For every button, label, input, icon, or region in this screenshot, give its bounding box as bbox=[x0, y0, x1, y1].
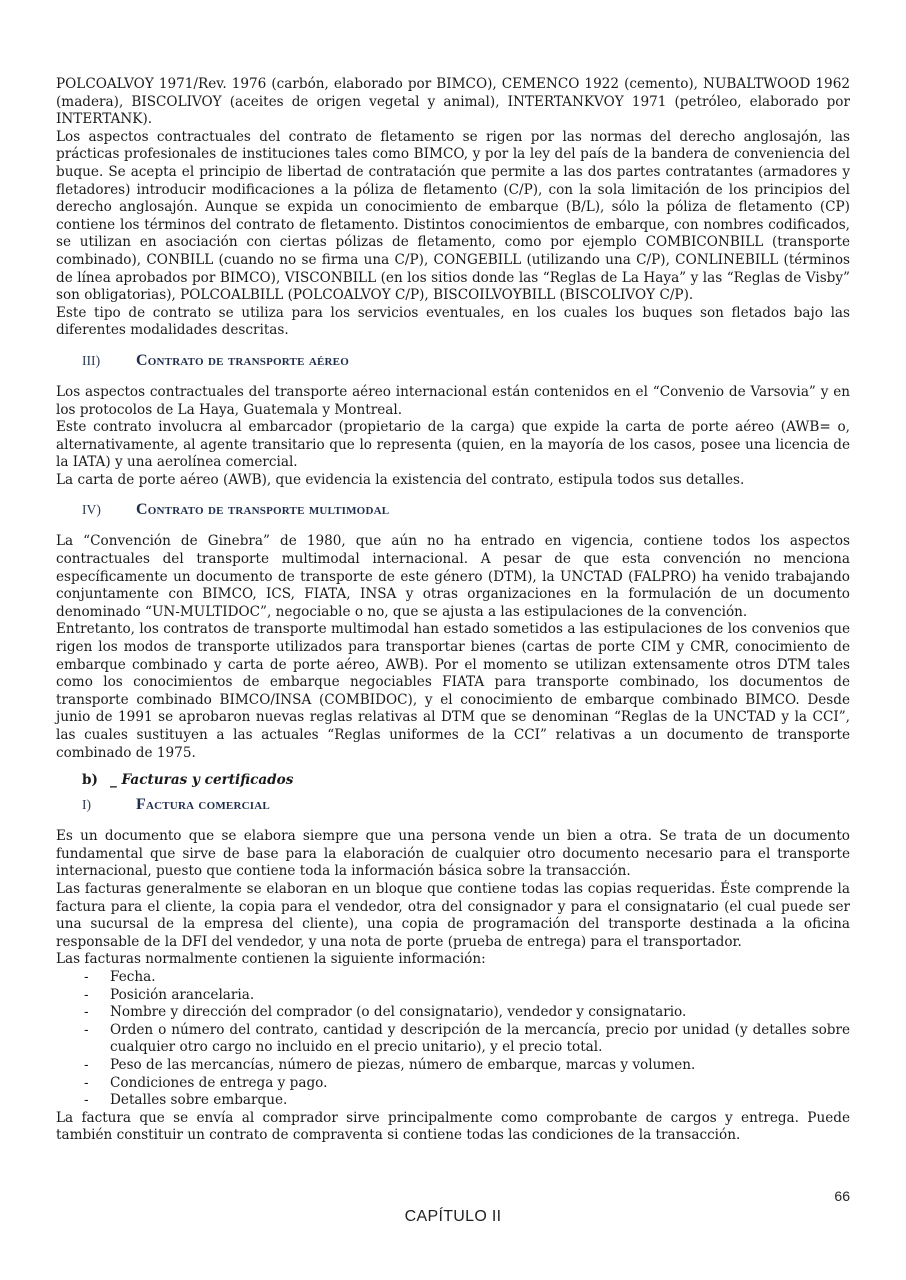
section-heading-multimodal bbox=[56, 501, 850, 521]
chapter-footer: CAPÍTULO II bbox=[404, 1208, 502, 1225]
subsection-title: _ Facturas y certificados bbox=[110, 772, 294, 789]
list-item: - Orden o número del contrato, cantidad y descripción de la mercancía, precio por unidad (y detalles sobre cualquier otro cargo no incluido en el precio unitario), y el precio total. bbox=[84, 1022, 850, 1057]
list-item: - Nombre y dirección del comprador (o del consignatario), vendedor y consignatario. bbox=[84, 1004, 850, 1022]
section-number: I) bbox=[82, 797, 92, 813]
section-title: Factura comercial bbox=[136, 796, 270, 814]
list-item: - Peso de las mercancías, número de piezas, número de embarque, marcas y volumen. bbox=[84, 1057, 850, 1075]
page-number: 66 bbox=[834, 1188, 850, 1204]
intro-paragraph-2: Los aspectos contractuales del contrato de fletamento se rigen por las normas del derecho anglosajón, las prácticas profesionales de instituciones tales como BIMCO, y por la ley del país de la bandera de conveniencia del buque. Se acepta el principio de libertad de contratación que permite a las dos partes contratantes (armadores y fletadores) introducir modificaciones a la póliza de fletamento (C/P), con la sola limitación de los principios del derecho anglosajón. Aunque se expida un conocimiento de embarque (B/L), sólo la póliza de fletamento (CP) contiene los términos del contrato de fletamento. Distintos conocimientos de embarque, con nombres codificados, se utilizan en asociación con ciertas pólizas de fletamento, como por ejemplo COMBICONBILL (transporte combinado), CONBILL (cuando no se firma una C/P), CONGEBILL (utilizando una C/P), CONLINEBILL (términos de línea aprobados por BIMCO), VISCONBILL (en los sitios donde las “Reglas de La Haya” y las “Reglas de Visby” son obligatorias), POLCOALBILL (POLCOALVOY C/P), BISCOILVOYBILL (BISCOLIVOY C/P). bbox=[56, 128, 850, 304]
air-paragraph-3: La carta de porte aéreo (AWB), que evidencia la existencia del contrato, estipula todos sus detalles. bbox=[56, 471, 745, 488]
invoice-info-list bbox=[56, 969, 850, 1110]
multimodal-paragraph-1: La “Convención de Ginebra” de 1980, que aún no ha entrado en vigencia, contiene todos los aspectos contractuales del transporte multimodal internacional. A pesar de que esta convención no menciona específicamente un documento de transporte de este género (DTM), la UNCTAD (FALPRO) ha venido trabajando conjuntamente con BIMCO, ICS, FIATA, INSA y otras organizaciones en la formulación de un documento denominado “UN-MULTIDOC”, negociable o no, que se ajusta a las estipulaciones de la convención. bbox=[56, 533, 850, 620]
section-heading-air-transport bbox=[56, 352, 850, 372]
subsection-letter: b) bbox=[82, 772, 98, 789]
list-item: - Fecha. bbox=[84, 969, 850, 987]
section-number: III) bbox=[82, 352, 101, 368]
section-heading-commercial-invoice bbox=[56, 796, 850, 816]
invoice-closing-paragraph: La factura que se envía al comprador sirve principalmente como comprobante de cargos y entrega. Puede también constituir un contrato de compraventa si contiene todas las condiciones de la transacción. bbox=[56, 1109, 850, 1144]
list-item: - Posición arancelaria. bbox=[84, 987, 850, 1005]
intro-paragraph-1: POLCOALVOY 1971/Rev. 1976 (carbón, elaborado por BIMCO), CEMENCO 1922 (cemento), NUBALTWOOD 1962 (madera), BISCOLIVOY (aceites de origen vegetal y animal), INTERTANKVOY 1971 (petróleo, elaborado por INTERTANK). bbox=[56, 76, 850, 128]
air-paragraph-1: Los aspectos contractuales del transporte aéreo internacional están contenidos en el “Convenio de Varsovia” y en los protocolos de La Haya, Guatemala y Montreal. bbox=[56, 383, 850, 418]
section-title: Contrato de transporte multimodal bbox=[136, 501, 390, 519]
invoice-paragraph-1: Es un documento que se elabora siempre que una persona vende un bien a otra. Se trata de un documento fundamental que sirve de base para la elaboración de cualquier otro documento necesario para el transporte internacional, puesto que contiene toda la información básica sobre la transacción. bbox=[56, 828, 850, 880]
multimodal-paragraph-2: Entretanto, los contratos de transporte multimodal han estado sometidos a las estipulaciones de los convenios que rigen los modos de transporte utilizados para transportar bienes (cartas de porte CIM y CMR, conocimiento de embarque combinado y carta de porte aéreo, AWB). Por el momento se utilizan extensamente otros DTM tales como los conocimientos de embarque negociables FIATA para transporte combinado, los documentos de transporte combinado BIMCO/INSA (COMBIDOC), y el conocimiento de embarque combinado BIMCO. Desde junio de 1991 se aprobaron nuevas reglas relativas al DTM que se denominan “Reglas de la UNCTAD y la CCI”, las cuales sustituyen a las actuales “Reglas uniformes de la CCI” relativas a un documento de transporte combinado de 1975. bbox=[56, 621, 850, 761]
invoice-paragraph-3: Las facturas normalmente contienen la siguiente información: bbox=[56, 951, 486, 968]
list-item: - Condiciones de entrega y pago. bbox=[84, 1075, 850, 1093]
section-title: Contrato de transporte aéreo bbox=[136, 351, 349, 369]
invoice-paragraph-2: Las facturas generalmente se elaboran en un bloque que contiene todas las copias requeridas. Éste comprende la factura para el cliente, la copia para el vendedor, otra del consignador y para el consignatario (el cual puede ser una sucursal de la empresa del cliente), una copia de programación del transporte destinada a la oficina responsable de la DFI del vendedor, y una nota de porte (prueba de entrega) para el transportador. bbox=[56, 880, 850, 950]
intro-paragraph-3: Este tipo de contrato se utiliza para los servicios eventuales, en los cuales los buques son fletados bajo las diferentes modalidades descritas. bbox=[56, 304, 850, 339]
section-number: IV) bbox=[82, 502, 101, 518]
list-item: - Detalles sobre embarque. bbox=[84, 1092, 850, 1110]
subsection-heading-invoices bbox=[82, 772, 850, 788]
air-paragraph-2: Este contrato involucra al embarcador (propietario de la carga) que expide la carta de porte aéreo (AWB= o, alternativamente, al agente transitario que lo representa (quien, en la mayoría de los casos, posee una licencia de la IATA) y una aerolínea comercial. bbox=[56, 419, 850, 471]
